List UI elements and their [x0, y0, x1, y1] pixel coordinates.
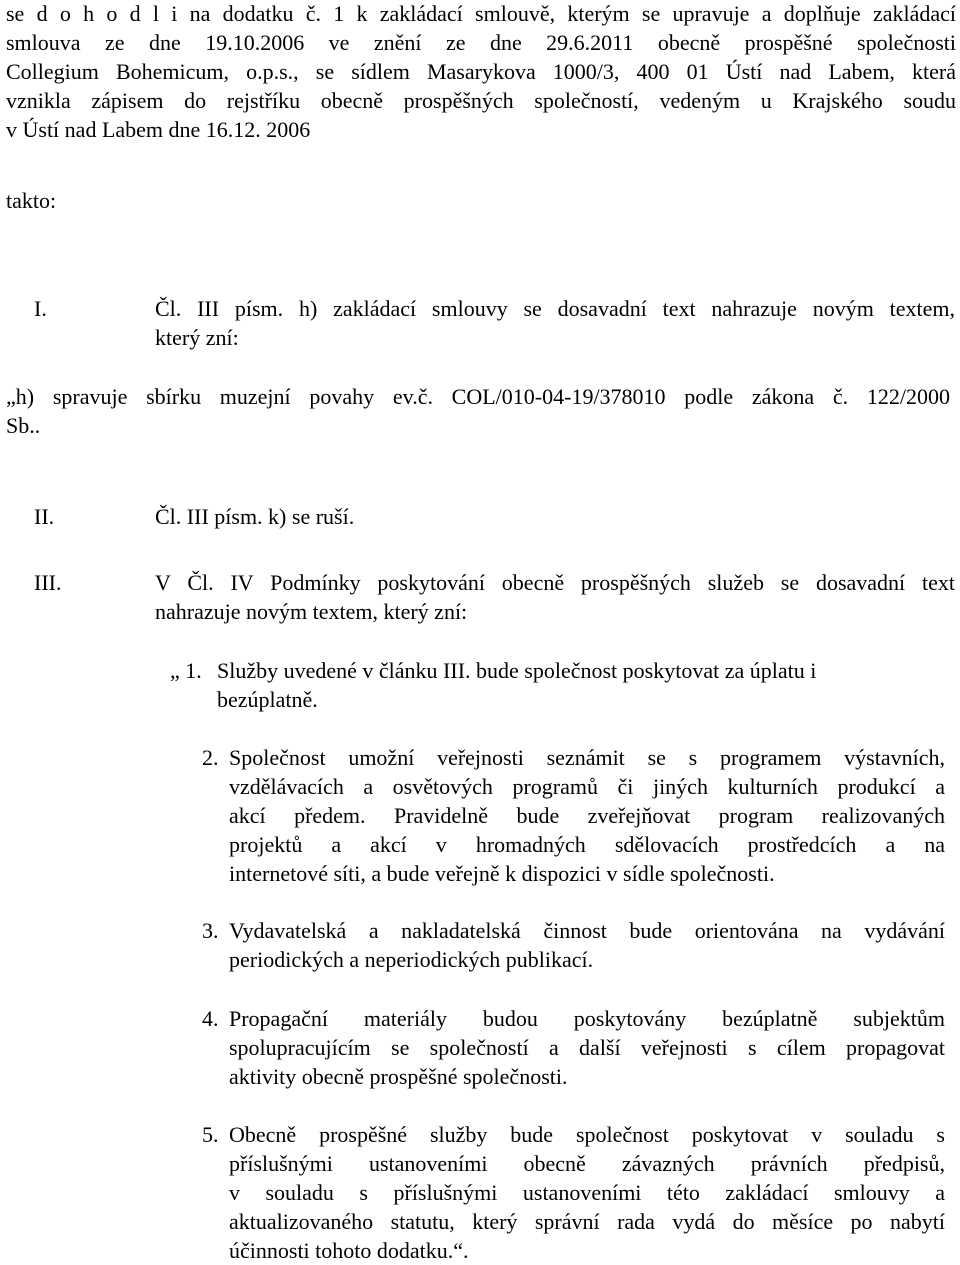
item-1-text — [217, 656, 907, 714]
item-4-number: 4. — [202, 1006, 219, 1031]
item-line: aktivity obecně prospěšné společnosti. — [229, 1064, 568, 1089]
point-1-number: I. — [34, 296, 47, 321]
item-line: příslušnými ustanoveními obecně závazných právních předpisů, — [229, 1151, 945, 1176]
item-line: vzdělávacích a osvětových programů či jiných kulturních produkcí a — [229, 774, 945, 799]
item-line: Obecně prospěšné služby bude společnost poskytovat v souladu s — [229, 1122, 945, 1147]
point-1-text — [155, 294, 955, 352]
point-1-line: Čl. III písm. h) zakládací smlouvy se dosavadní text nahrazuje novým textem, — [155, 296, 955, 321]
quote-h-line: Sb.. — [6, 413, 41, 438]
intro-line: se d o h o d l i na dodatku č. 1 k zakládací smlouvě, kterým se upravuje a doplňuje zakládací — [6, 1, 956, 26]
takto-label: takto: — [6, 188, 57, 213]
item-line: spolupracujícím se společností a další veřejnosti s cílem propagovat — [229, 1035, 945, 1060]
item-3-text — [229, 916, 945, 974]
intro-line: vznikla zápisem do rejstříku obecně prospěšných společností, vedeným u Krajského soudu — [6, 88, 956, 113]
point-3-text — [155, 568, 955, 626]
item-4-text — [229, 1004, 945, 1091]
point-3-line: nahrazuje novým textem, který zní: — [155, 599, 468, 624]
item-5-number: 5. — [202, 1122, 219, 1147]
item-line: periodických a neperiodických publikací. — [229, 947, 594, 972]
item-3-number: 3. — [202, 918, 219, 943]
item-line: internetové síti, a bude veřejně k dispozici v sídle společnosti. — [229, 861, 775, 886]
item-line: účinnosti tohoto dodatku.“. — [229, 1238, 469, 1263]
point-2-number: II. — [34, 504, 55, 529]
point-3-number: III. — [34, 570, 62, 595]
item-line: projektů a akcí v hromadných sdělovacích prostředcích a na — [229, 832, 945, 857]
point-2-text: Čl. III písm. k) se ruší. — [155, 504, 355, 529]
intro-line: Collegium Bohemicum, o.p.s., se sídlem Masarykova 1000/3, 400 01 Ústí nad Labem, která — [6, 59, 956, 84]
intro-line: smlouva ze dne 19.10.2006 ve znění ze dne 29.6.2011 obecně prospěšné společnosti — [6, 30, 956, 55]
item-line: Vydavatelská a nakladatelská činnost bude orientována na vydávání — [229, 918, 945, 943]
item-line: akcí předem. Pravidelně bude zveřejňovat program realizovaných — [229, 803, 945, 828]
item-line: v souladu s příslušnými ustanoveními této zakládací smlouvy a — [229, 1180, 945, 1205]
point-3-line: V Čl. IV Podmínky poskytování obecně prospěšných služeb se dosavadní text — [155, 570, 955, 595]
point-1-line: který zní: — [155, 325, 239, 350]
item-line: bezúplatně. — [217, 687, 318, 712]
item-line: Společnost umožní veřejnosti seznámit se s programem výstavních, — [229, 745, 945, 770]
item-line: Služby uvedené v článku III. bude společnost poskytovat za úplatu i — [217, 658, 817, 683]
quote-h-line: „h) spravuje sbírku muzejní povahy ev.č. COL/010-04-19/378010 podle zákona č. 122/2000 — [6, 384, 950, 409]
intro-line: v Ústí nad Labem dne 16.12. 2006 — [6, 117, 311, 142]
item-line: Propagační materiály budou poskytovány bezúplatně subjektům — [229, 1006, 945, 1031]
item-line: aktualizovaného statutu, který správní rada vydá do měsíce po nabytí — [229, 1209, 945, 1234]
quote-h-paragraph — [6, 382, 950, 440]
item-2-text — [229, 743, 945, 888]
item-1-number: „ 1. — [170, 658, 202, 683]
intro-paragraph — [6, 0, 956, 144]
item-2-number: 2. — [202, 745, 219, 770]
item-5-text — [229, 1120, 945, 1265]
